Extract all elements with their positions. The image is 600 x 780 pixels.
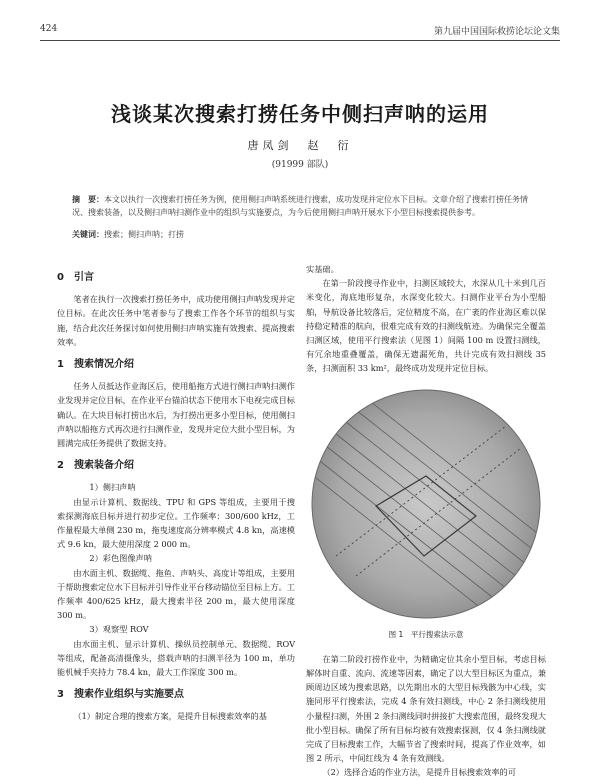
subheading: 3）观察型 ROV xyxy=(89,624,149,635)
body-paragraph: （2）选择合适的作业方法，是提升目标搜索效率的可 xyxy=(322,767,516,778)
body-paragraph: （1）制定合理的搜索方案，是提升目标搜索效率的基 xyxy=(73,711,267,722)
body-paragraph: 由水面主机、数据缆、拖鱼、声呐头、高度计等组成，主要用于帮助搜索定位水下目标并引导作业平台移动锚位至目标上方。工作频率 400/625 kHz，最大搜索半径 200 m，最大使用深度 300 m。 xyxy=(57,567,295,621)
subheading: 1）侧扫声呐 xyxy=(89,482,136,493)
paper-title: 浅谈某次搜索打捞任务中侧扫声呐的运用 xyxy=(111,102,489,126)
section-heading: 2 搜索装备介绍 xyxy=(57,460,134,472)
paper-affiliation: (91999 部队) xyxy=(271,160,329,170)
body-paragraph: 在第二阶段打捞作业中，为精确定位其余小型目标，考虑目标解体时自重、流向、流速等因素，确定了以大型目标区为重点，兼顾周边区域为搜索思路，以先期出水的大型目标残骸为中心线，实施同形平行搜索法，完成 4 条有效扫测线，中心 2 条扫测线使用小量程扫测，外围 2 条扫测线同时拼接扩大搜索范围，最终发现大批小型目标。确保了所有目标均被有效搜索探测，仅 4 条扫测线就完成了目标搜索工作，大幅节省了搜索时间，提高了作业效率，如图 2 所示，中间红线为 4 条有效测线。 xyxy=(306,653,546,764)
subheading: 2）彩色图像声呐 xyxy=(89,553,152,564)
section-heading: 0 引言 xyxy=(57,272,94,283)
abstract xyxy=(72,194,530,219)
body-paragraph: 在第一阶段搜寻作业中，扫测区域较大，水深从几十米到几百米变化，海底地形复杂，水深变化较大。扫测作业平台为小型船舶，导航设备比较落后，定位精度不高，在广袤的作业海区难以保持稳定精准的航向，很难完成有效的扫测线航迹。为确保完全覆盖扫测区域，使用平行搜索法（见图 1）间隔 100 m 设置扫测线，有冗余地重叠覆盖，确保无遗漏死角，共计完成有效扫测线 35 条，扫测面积 33 km²，最终成功发现并定位目标。 xyxy=(306,278,546,374)
sonar-track-figure xyxy=(306,386,546,622)
abstract-label: 摘 要： xyxy=(72,195,104,204)
body-paragraph: 由水面主机、显示计算机、操纵员控制单元、数据缆、ROV 等组成，配备高清摄像头，搭载声呐的扫测半径为 100 m，单功能机械手夹持力 78.4 kn，最大工作深度 300 m。 xyxy=(57,638,295,678)
left-column xyxy=(57,262,295,724)
figure-1 xyxy=(306,386,546,622)
body-paragraph: 笔者在执行一次搜索打捞任务中，成功使用侧扫声呐发现并定位目标。在此次任务中笔者参与了搜索工作各个环节的组织与实施，结合此次任务探讨如何使用侧扫声呐实施有效搜索、提高搜索效率。 xyxy=(57,294,295,347)
keywords-label: 关键词： xyxy=(72,230,104,239)
body-paragraph: 任务人员抵达作业海区后，使用船拖方式进行侧扫声呐扫测作业发现并定位目标，在作业平台锚泊状态下使用水下电视完成目标确认。在大块目标打捞出水后，为打捞出更多小型目标，使用侧扫声呐以船拖方式再次进行扫测作业，发现并定位大批小型目标，为圆满完成任务提供了数据支持。 xyxy=(57,381,295,449)
sonar-display-disc xyxy=(312,390,540,618)
section-heading: 3 搜索作业组织与实施要点 xyxy=(57,689,184,701)
body-paragraph: 实基础。 xyxy=(306,264,339,274)
keywords xyxy=(72,229,530,240)
paper-authors: 唐凤剑 赵 衍 xyxy=(247,139,353,152)
right-column xyxy=(306,262,546,780)
figure-caption: 图 1 平行搜索法示意 xyxy=(388,629,464,639)
running-header xyxy=(40,24,560,40)
section-heading: 1 搜索情况介绍 xyxy=(57,359,134,371)
header-rule xyxy=(40,40,560,41)
body-paragraph: 由显示计算机、数据线、TPU 和 GPS 等组成，主要用于搜索探测海底目标并进行初步定位。工作频率：300/600 kHz，工作量程最大单侧 230 m，拖曳速度高分辨率模式 4.8 kn，高速模式 9.6 kn，最大使用深度 2 000 m。 xyxy=(57,496,295,550)
page-number: 424 xyxy=(40,24,58,34)
running-title: 第九届中国国际救捞论坛论文集 xyxy=(433,27,560,37)
keywords-text: 搜索；侧扫声呐；打捞 xyxy=(104,230,184,239)
abstract-text: 本文以执行一次搜索打捞任务为例，使用侧扫声呐系统进行搜索，成功发现并定位水下目标。文章介绍了搜索打捞任务情况、搜索装备，以及侧扫声呐扫测作业中的组织与实施要点，为今后使用侧扫声呐开展水下小型目标搜索提供参考。 xyxy=(72,195,528,217)
